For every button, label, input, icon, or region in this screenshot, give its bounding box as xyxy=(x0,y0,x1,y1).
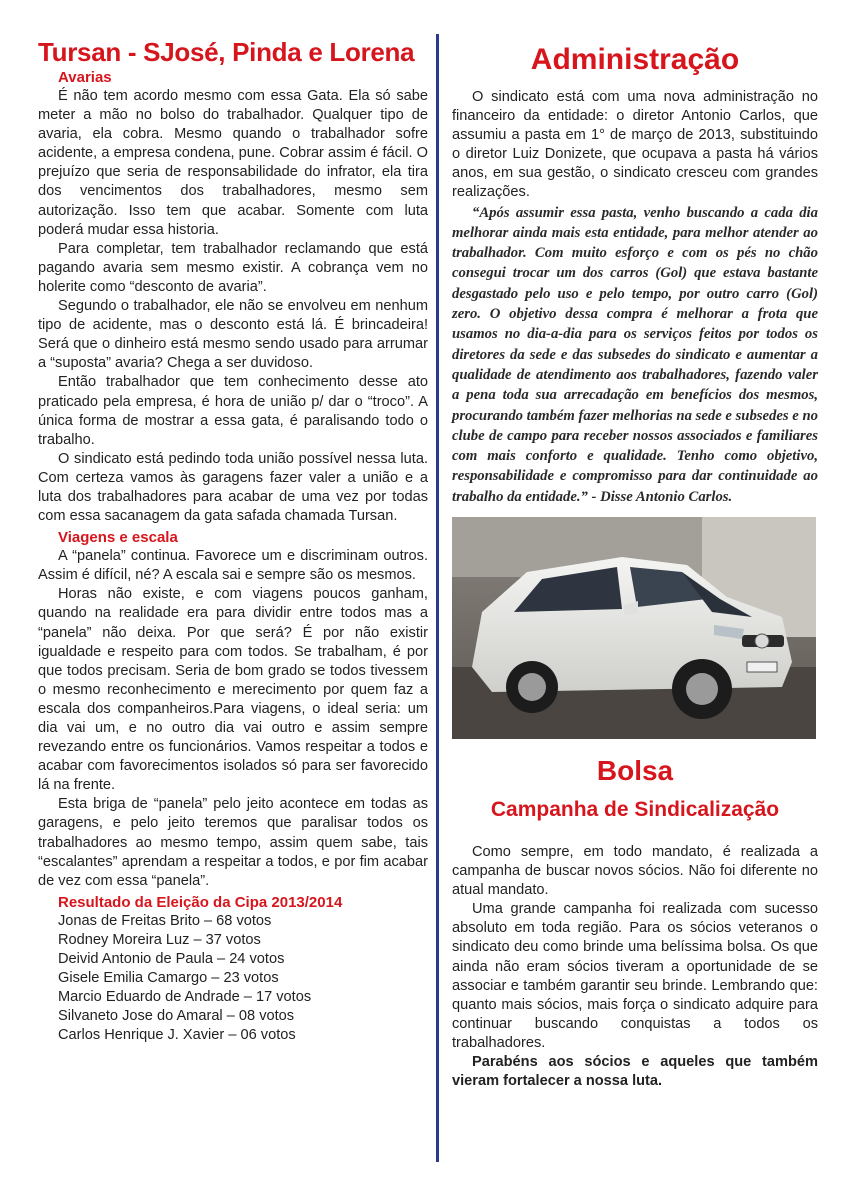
avarias-paragraph: Para completar, tem trabalhador reclamando que está pagando avaria sem mesmo existir. A cobrança vem no holerite como “desconto de avaria”. xyxy=(38,240,428,295)
cipa-result-item: Deivid Antonio de Paula – 24 votos xyxy=(58,951,285,968)
bolsa-closing: Parabéns aos sócios e aqueles que também vieram fortalecer a nossa luta. xyxy=(452,1054,818,1090)
article-title-tursan: Tursan - SJosé, Pinda e Lorena xyxy=(38,37,415,67)
bolsa-paragraph: Uma grande campanha foi realizada com sucesso absoluto em toda região. Para os sócios veteranos o sindicato deu como brinde uma belíssima bolsa. Os que ainda não eram sócios tiveram a oportunidade de se associar e também garantir seu brinde. Lembrando que: quanto mais sócios, mais força o sindicato adquire para continuar buscando conquistas a todos os trabalhadores. xyxy=(452,901,818,1051)
avarias-paragraph: Então trabalhador que tem conhecimento desse ato praticado pela empresa, é hora de união p/ dar o “troco”. A única forma de mostrar a essa gata, é paralisando todo o trabalho. xyxy=(38,374,428,448)
cipa-result-item: Jonas de Freitas Brito – 68 votos xyxy=(58,912,272,929)
avarias-paragraph: É não tem acordo mesmo com essa Gata. Ela só sabe meter a mão no bolso do trabalhador. Qualquer tipo de avaria, ela cobra. Mesmo quando o trabalhador sofre acidente, a empresa condena, pune. Cobrar assim é fácil. O prejuízo que seria de responsabilidade do infrator, ela tira dos vencimentos dos trabalhadores, mesmo sem autorização. Isso tem que acabar. Somente com luta poderá mudar essa historia. xyxy=(38,88,428,238)
cipa-result-item: Rodney Moreira Luz – 37 votos xyxy=(58,931,261,948)
admin-intro-paragraph: O sindicato está com uma nova administração no financeiro da entidade: o diretor Antonio Carlos, que assumiu a pasta em 1° de março de 2013, substituindo o diretor Luiz Donizete, que ocupava a pasta há vários anos, em sua gestão, o sindicato cresceu com grandes realizações. xyxy=(452,89,818,201)
cipa-result-item: Marcio Eduardo de Andrade – 17 votos xyxy=(58,989,312,1006)
viagens-paragraph: Horas não existe, e com viagens poucos ganham, quando na realidade era para dividir entre todos mas a “panela” não deixa. Por que será? É por não existir igualdade e respeito para com todos. Se trabalham, é por que todos precisam. Seria de bom grado se todos tivessem o mesmo reconhecimento e merecimento por quem faz a escala dos companheiros.Para viagens, o ideal seria: um dia vai um, e no outro dia vai outro e assim sempre revezando entre os funcionários. Vamos respeitar a todos e acabar com favorecimentos isolados só para ser favorecido lá na frente. xyxy=(38,586,428,794)
right-column xyxy=(452,40,818,1091)
left-column xyxy=(38,36,428,1046)
avarias-paragraph: Segundo o trabalhador, ele não se envolveu em nenhum tipo de acidente, mas o desconto está lá. É brincadeira! Será que o dinheiro está mesmo sendo usado para arrumar a “suposta” avaria? Chega a ser duvidoso. xyxy=(38,298,428,372)
cipa-result-item: Silvaneto Jose do Amaral – 08 votos xyxy=(58,1008,295,1025)
section-heading-viagens: Viagens e escala xyxy=(58,529,178,547)
bolsa-paragraph: Como sempre, em todo mandato, é realizada a campanha de buscar novos sócios. Não foi diferente no atual mandato. xyxy=(452,844,818,899)
section-heading-cipa: Resultado da Eleição da Cipa 2013/2014 xyxy=(58,893,343,911)
cipa-result-item: Carlos Henrique J. Xavier – 06 votos xyxy=(58,1027,296,1044)
article-subtitle-campanha: Campanha de Sindicalização xyxy=(490,798,780,822)
article-title-bolsa: Bolsa xyxy=(596,755,674,787)
cipa-results-list xyxy=(38,912,428,1046)
viagens-paragraph: A “panela” continua. Favorece um e discriminam outros. Assim é difícil, né? A escala sai e sempre são os mesmos. xyxy=(38,548,428,584)
admin-quote: “Após assumir essa pasta, venho buscando a cada dia melhorar ainda mais esta entidade, para melhor atender ao trabalhador. Com muito esforço e com os pés no chão consegui trocar um dos carros (Gol) que estava bastante desgastado pelo uso e pelo tempo, por outro carro (Gol) zero. O objetivo dessa compra é melhorar a frota que usamos no dia-a-dia para os serviços feitos por todos os diretores da sede e das subsedes do sindicato e aumentar a qualidade de atendimento aos trabalhadores, fazendo valer a pena toda sua arrecadação em benefícios dos mesmos, procurando também fazer melhorias na sede e subsedes e no clube de campo para receber nossos associados e familiares com mais conforto e qualidade. Tenho como objetivo, responsabilidade e compromisso para dar continuidade ao trabalho da entidade.” - Disse Antonio Carlos. xyxy=(452,204,818,505)
car-photo xyxy=(452,517,816,739)
cipa-result-item: Gisele Emilia Camargo – 23 votos xyxy=(58,970,279,987)
section-heading-avarias: Avarias xyxy=(58,69,112,86)
column-divider xyxy=(436,34,439,1162)
car-illustration xyxy=(452,517,816,739)
viagens-paragraph: Esta briga de “panela” pelo jeito acontece em todas as garagens, e pelo jeito teremos que paralisar todos os trabalhadores ao mesmo tempo, assim quem sabe, tais “escalantes” aprendam a respeitar a todos, e por fim acabar de vez com essa “panela”. xyxy=(38,796,428,889)
avarias-paragraph: O sindicato está pedindo toda união possível nessa luta. Com certeza vamos às garagens fazer valer a união e a luta dos trabalhadores para acabar de uma vez por todas com essa sacanagem da gata safada chamada Tursan. xyxy=(38,450,428,525)
article-title-administracao: Administração xyxy=(530,43,740,76)
